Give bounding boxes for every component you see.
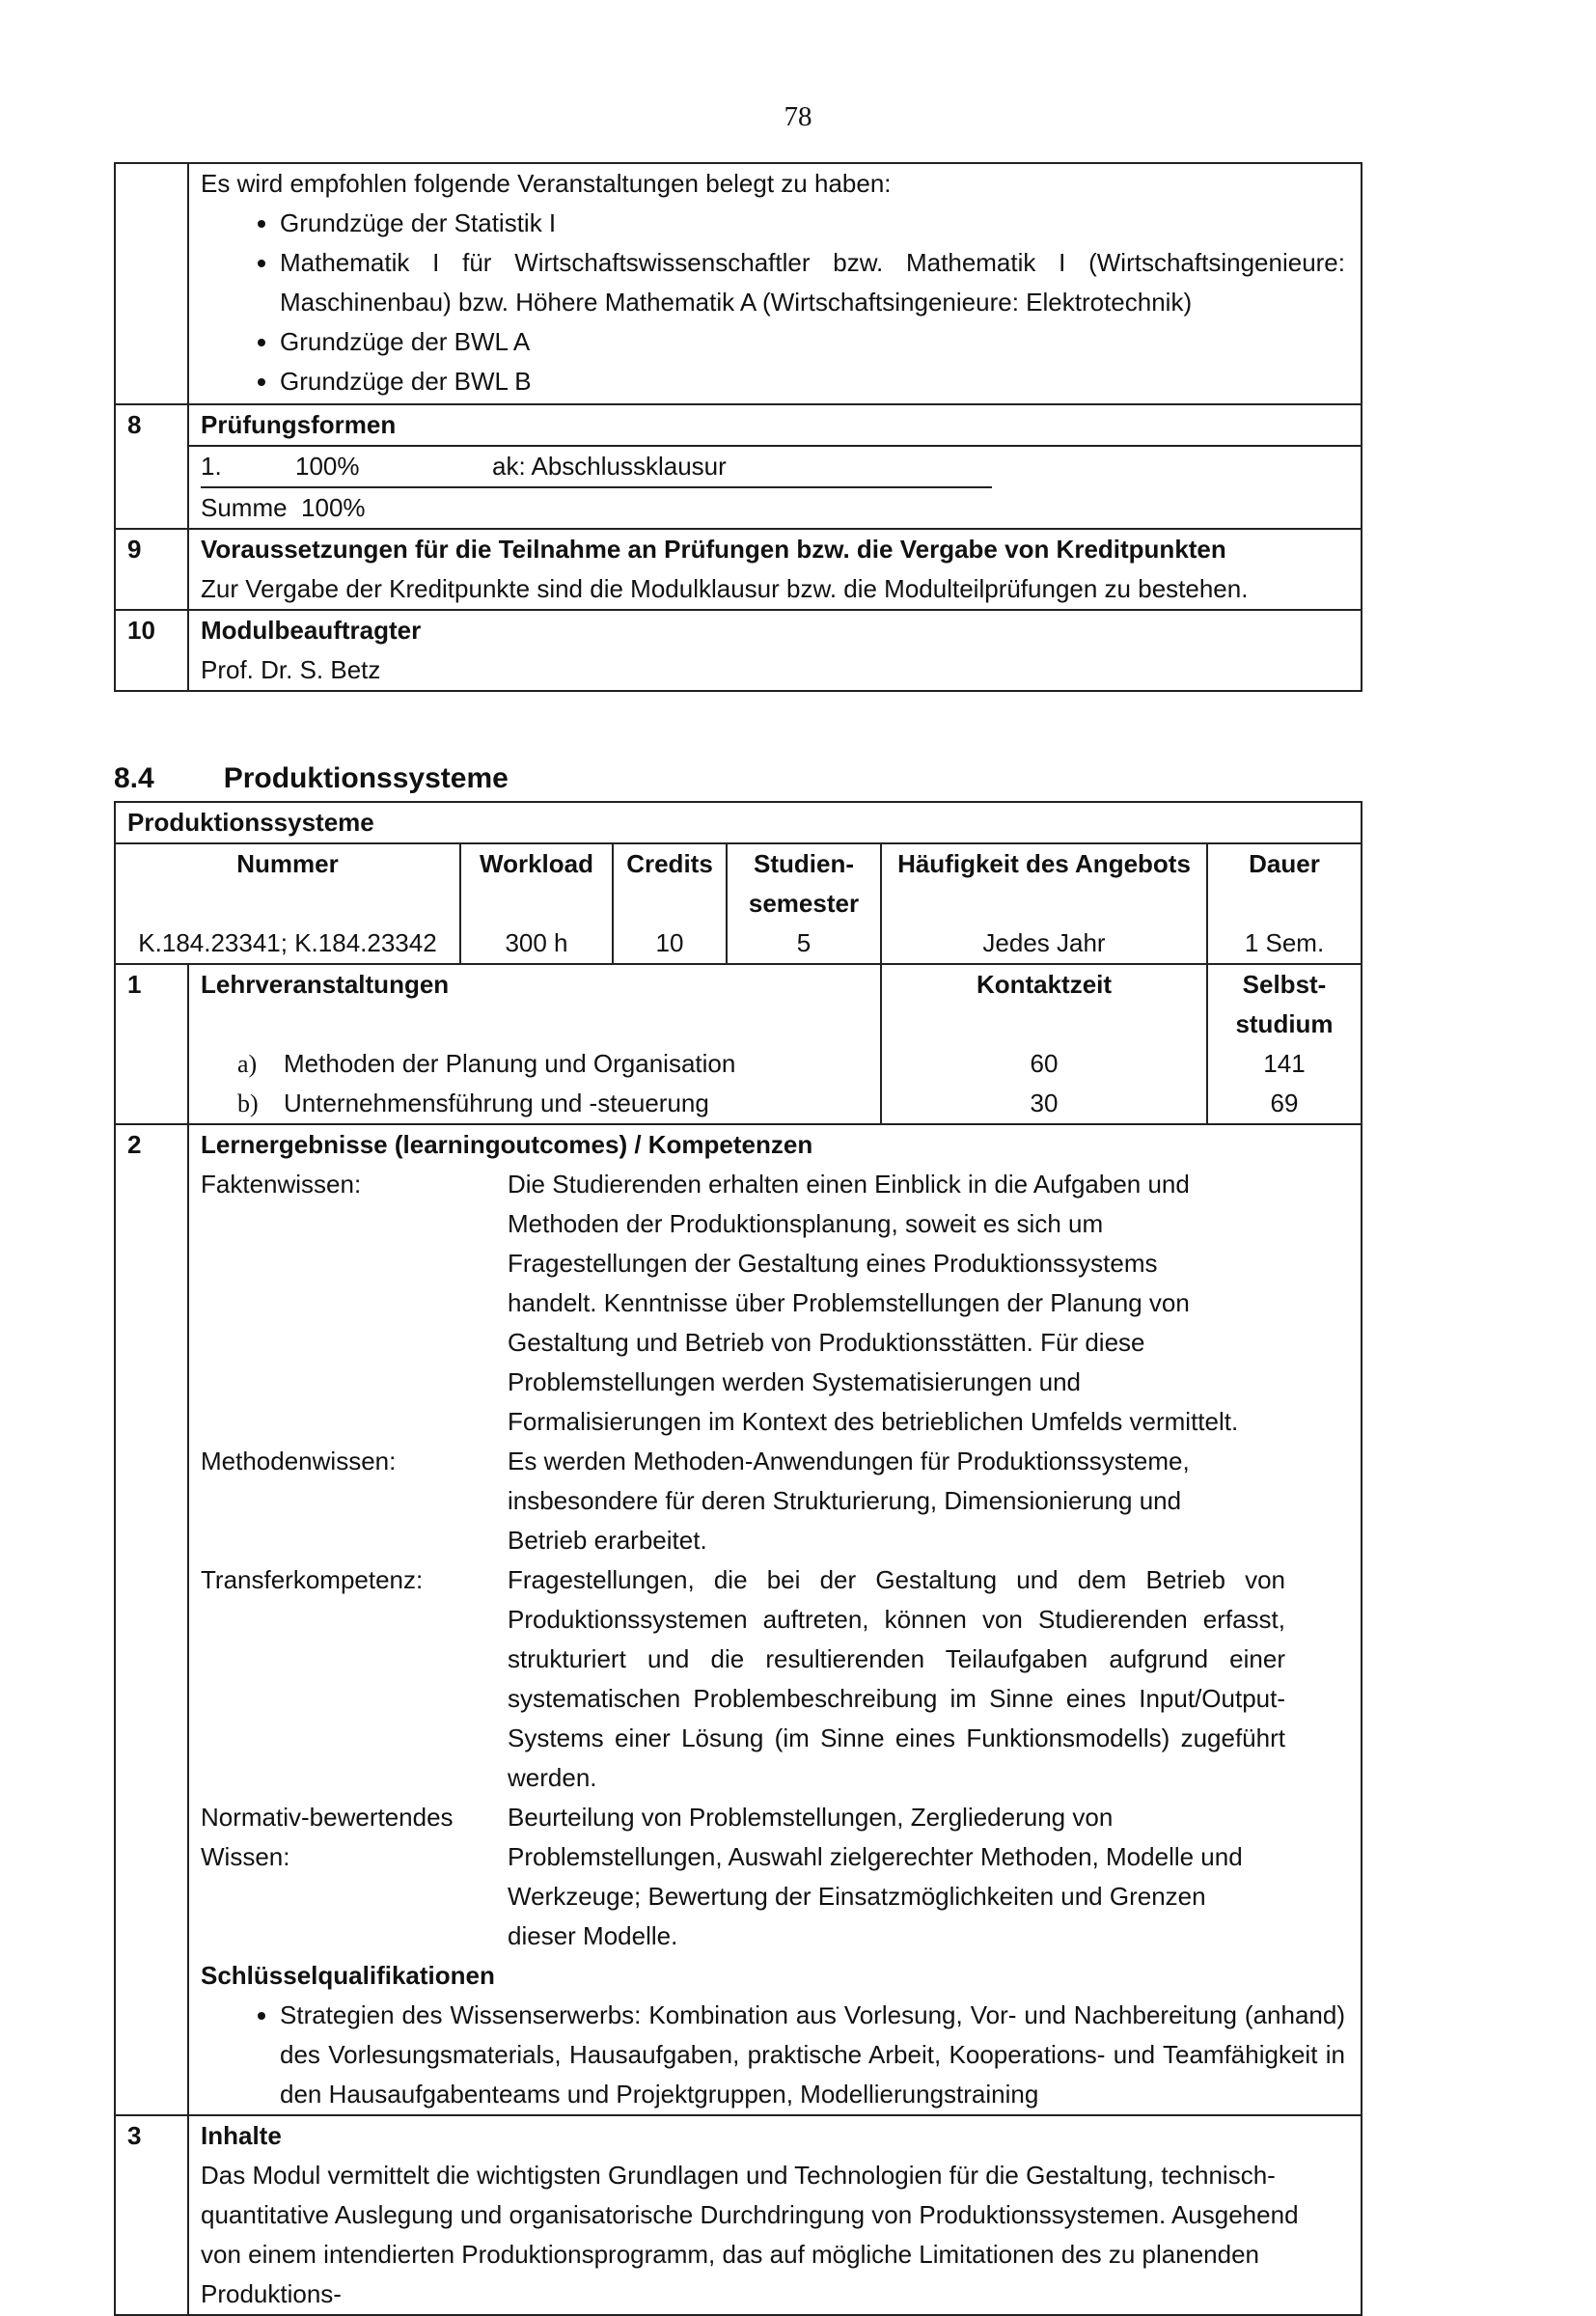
- row-title: Lernergebnisse (learningoutcomes) / Kompetenzen: [201, 1130, 813, 1159]
- list-item: • Strategien des Wissenserwerbs: Kombination aus Vorlesung, Vor- und Nachbereitung (anhand) des Vorlesungsmaterials, Hausaufgaben, praktische Arbeit, Kooperations- und Teamfähigkeit in den Hausaufgabenteams und Projektgruppen, Modellierungstraining: [280, 1996, 1345, 2114]
- competence-label: Wissen:: [201, 1842, 290, 1871]
- row-title: Prüfungsformen: [189, 405, 1361, 447]
- value-nummer: K.184.23341; K.184.23342: [138, 928, 437, 957]
- recommend-intro: Es wird empfohlen folgende Veranstaltungen belegt zu haben:: [201, 169, 892, 198]
- selbststudium-header-line1: Selbst-: [1242, 970, 1327, 999]
- header-nummer: Nummer: [236, 849, 339, 878]
- table-row: [115, 964, 1362, 1124]
- row-title: Lehrveranstaltungen: [201, 970, 450, 999]
- competence-label: Normativ-bewertendes: [201, 1803, 454, 1832]
- list-item: • Grundzüge der BWL A: [280, 322, 1345, 362]
- competence-fakten: [201, 1165, 1345, 1442]
- table-row: [115, 2115, 1362, 2315]
- exam-item: [189, 447, 1361, 488]
- value-semester: 5: [796, 928, 812, 957]
- competence-methoden: [201, 1442, 1345, 1560]
- header-semester-line2: semester: [748, 889, 860, 918]
- exam-item-percent: 100%: [295, 452, 360, 481]
- list-item: • Grundzüge der Statistik I: [280, 204, 1345, 243]
- competence-label: Transferkompetenz:: [201, 1565, 424, 1594]
- row-text: Prof. Dr. S. Betz: [201, 655, 381, 684]
- list-item: • Grundzüge der BWL B: [280, 362, 1345, 401]
- table-row: [115, 163, 1362, 404]
- competence-normativ: [201, 1798, 1345, 1956]
- section-title: Produktionssysteme: [223, 762, 509, 794]
- row-text: Zur Vergabe der Kreditpunkte sind die Modulklausur bzw. die Modulteilprüfungen zu bestehen.: [201, 574, 1249, 603]
- row-number: 2: [115, 1124, 188, 2115]
- section-number: 8.4: [114, 762, 154, 794]
- course-letter: b): [237, 1089, 259, 1117]
- exam-item-type: ak: Abschlussklausur: [492, 452, 727, 481]
- row-number: 3: [115, 2115, 188, 2315]
- row-number: 10: [115, 610, 188, 691]
- table-row: [115, 404, 1362, 529]
- competence-text: Beurteilung von Problemstellungen, Zergliederung von Problemstellungen, Auswahl zielgerechter Methoden, Modelle und Werkzeuge; Bewertung der Einsatzmöglichkeiten und Grenzen dieser Modelle.: [508, 1803, 1243, 1950]
- competence-text: Es werden Methoden-Anwendungen für Produktionssysteme, insbesondere für deren Strukturierung, Dimensionierung und Betrieb erarbeitet.: [508, 1447, 1190, 1555]
- row-title: Voraussetzungen für die Teilnahme an Prüfungen bzw. die Vergabe von Kreditpunkten: [201, 535, 1226, 564]
- value-haeufigkeit: Jedes Jahr: [982, 928, 1106, 957]
- recommend-list: [201, 204, 1345, 401]
- previous-module-table: [114, 162, 1362, 692]
- course-name: Methoden der Planung und Organisation: [284, 1049, 736, 1078]
- competence-text: Fragestellungen, die bei der Gestaltung und dem Betrieb von Produktionssystemen auftreten, können von Studierenden erfasst, strukturiert und die resultierenden Teilaufgaben aufgrund einer systematischen Problembeschreibung im Sinne eines Input/Output-Systems einer Lösung (im Sinne eines Funktionsmodells) zugeführt werden.: [508, 1565, 1285, 1792]
- kontaktzeit-b: 30: [1030, 1089, 1059, 1117]
- table-row: [115, 802, 1362, 843]
- selbststudium-a: 141: [1263, 1049, 1306, 1078]
- course-item: [201, 1044, 868, 1084]
- recommendations-cell: [188, 163, 1362, 404]
- course-letter: a): [237, 1050, 258, 1078]
- header-haeufigkeit: Häufigkeit des Angebots: [897, 849, 1191, 878]
- header-dauer: Dauer: [1249, 849, 1320, 878]
- competence-label: Faktenwissen:: [201, 1170, 362, 1199]
- module-name: Produktionssysteme: [115, 802, 1362, 843]
- course-name: Unternehmensführung und -steuerung: [284, 1089, 709, 1117]
- value-dauer: 1 Sem.: [1244, 928, 1325, 957]
- module-table: [114, 801, 1362, 2316]
- page-number: 78: [784, 101, 812, 132]
- row-text: Das Modul vermittelt die wichtigsten Grundlagen und Technologien für die Gestaltung, technisch-quantitative Auslegung und organisatorische Durchdringung von Produktionssystemen. Ausgehend von einem intendierten Produktionsprogramm, das auf mögliche Limitationen des zu planenden Produktions-: [201, 2161, 1299, 2308]
- exam-item-number: 1.: [201, 452, 222, 481]
- table-row: [115, 1124, 1362, 2115]
- row-title: Inhalte: [201, 2121, 282, 2150]
- header-semester-line1: Studien-: [754, 849, 854, 878]
- value-workload: 300 h: [505, 928, 568, 957]
- value-credits: 10: [655, 928, 684, 957]
- selbststudium-b: 69: [1270, 1089, 1299, 1117]
- exam-sum: Summe 100%: [201, 493, 366, 522]
- competence-label: Methodenwissen:: [201, 1447, 397, 1475]
- course-item: [201, 1084, 868, 1123]
- row-number: 8: [115, 404, 188, 529]
- section-heading: [114, 762, 509, 795]
- table-row: [115, 843, 1362, 964]
- list-item: • Mathematik I für Wirtschaftswissenschaftler bzw. Mathematik I (Wirtschaftsingenieure: Maschinenbau) bzw. Höhere Mathematik A (Wirtschaftsingenieure: Elektrotechnik): [280, 243, 1345, 322]
- table-row: [115, 610, 1362, 691]
- kontaktzeit-a: 60: [1030, 1049, 1059, 1078]
- key-qualifications-list: [201, 1996, 1345, 2114]
- row-title: Modulbeauftragter: [201, 616, 422, 645]
- kontaktzeit-header: Kontaktzeit: [976, 970, 1113, 999]
- key-qualifications-title: Schlüsselqualifikationen: [201, 1961, 495, 1990]
- competence-text: Die Studierenden erhalten einen Einblick in die Aufgaben und Methoden der Produktionsplanung, soweit es sich um Fragestellungen der Gestaltung eines Produktionssystems handelt. Kenntnisse über Problemstellungen der Planung von Gestaltung und Betrieb von Produktionsstätten. Für diese Problemstellungen werden Systematisierungen und Formalisierungen im Kontext des betrieblichen Umfelds vermittelt.: [508, 1170, 1239, 1436]
- row-number: 1: [115, 964, 188, 1124]
- header-credits: Credits: [626, 849, 713, 878]
- selbststudium-header-line2: studium: [1235, 1009, 1334, 1038]
- header-workload: Workload: [480, 849, 593, 878]
- table-row: [115, 529, 1362, 610]
- row-number: 9: [115, 529, 188, 610]
- competence-transfer: [201, 1560, 1345, 1798]
